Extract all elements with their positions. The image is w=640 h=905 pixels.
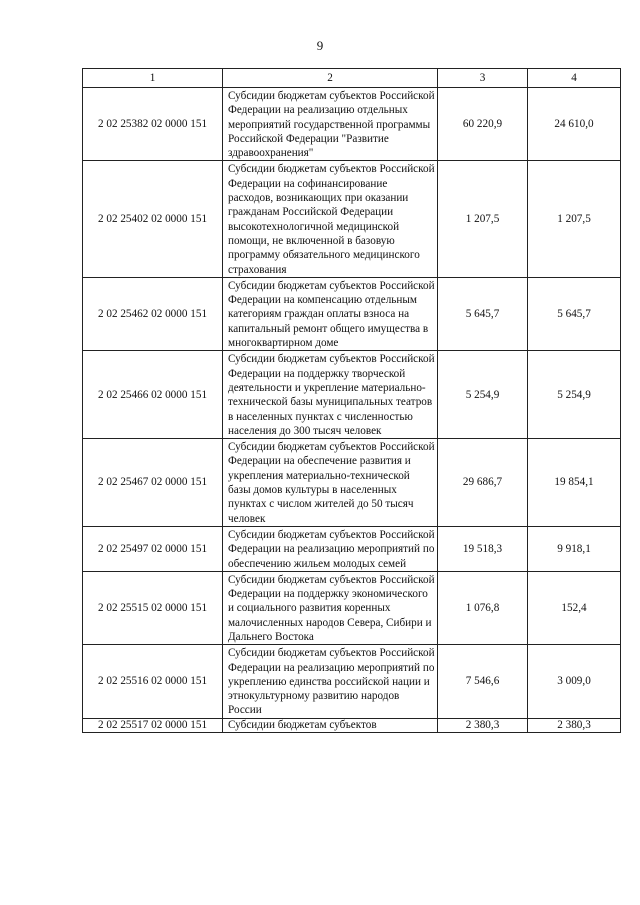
column-header: 3 — [438, 69, 528, 88]
amount-col4-cell: 152,4 — [528, 571, 621, 644]
amount-col3-cell: 5 645,7 — [438, 277, 528, 350]
table-row — [83, 645, 621, 718]
table-row — [83, 571, 621, 644]
amount-col3-cell: 7 546,6 — [438, 645, 528, 718]
amount-col4-cell: 2 380,3 — [528, 718, 621, 732]
description-cell: Субсидии бюджетам субъектов Российской Федерации на реализацию мероприятий по обеспечению жильем молодых семей — [223, 526, 438, 571]
amount-col4-cell: 5 645,7 — [528, 277, 621, 350]
amount-col3-cell: 2 380,3 — [438, 718, 528, 732]
table-row — [83, 88, 621, 161]
amount-col4-cell: 24 610,0 — [528, 88, 621, 161]
table-row — [83, 718, 621, 732]
amount-col4-cell: 3 009,0 — [528, 645, 621, 718]
description-cell: Субсидии бюджетам субъектов Российской Федерации на софинансирование расходов, возникающих при оказании гражданам Российской Федерации высокотехнологичной медицинской помощи, не включенной в базовую программу обязательного медицинского страхования — [223, 161, 438, 277]
description-cell: Субсидии бюджетам субъектов — [223, 718, 438, 732]
amount-col4-cell: 1 207,5 — [528, 161, 621, 277]
budget-code-cell: 2 02 25466 02 0000 151 — [83, 351, 223, 439]
table-row — [83, 277, 621, 350]
header-row — [83, 69, 621, 88]
budget-code-cell: 2 02 25402 02 0000 151 — [83, 161, 223, 277]
budget-table — [82, 68, 621, 733]
description-cell: Субсидии бюджетам субъектов Российской Федерации на поддержку экономического и социального развития коренных малочисленных народов Севера, Сибири и Дальнего Востока — [223, 571, 438, 644]
budget-code-cell: 2 02 25382 02 0000 151 — [83, 88, 223, 161]
column-header: 4 — [528, 69, 621, 88]
amount-col3-cell: 5 254,9 — [438, 351, 528, 439]
budget-code-cell: 2 02 25517 02 0000 151 — [83, 718, 223, 732]
budget-code-cell: 2 02 25516 02 0000 151 — [83, 645, 223, 718]
description-cell: Субсидии бюджетам субъектов Российской Федерации на реализацию отдельных мероприятий государственной программы Российской Федерации "Развитие здравоохранения" — [223, 88, 438, 161]
amount-col3-cell: 60 220,9 — [438, 88, 528, 161]
amount-col4-cell: 5 254,9 — [528, 351, 621, 439]
amount-col3-cell: 1 076,8 — [438, 571, 528, 644]
column-header: 1 — [83, 69, 223, 88]
budget-code-cell: 2 02 25497 02 0000 151 — [83, 526, 223, 571]
description-cell: Субсидии бюджетам субъектов Российской Федерации на реализацию мероприятий по укреплению единства российской нации и этнокультурному развитию народов России — [223, 645, 438, 718]
amount-col3-cell: 1 207,5 — [438, 161, 528, 277]
table-row — [83, 351, 621, 439]
column-header: 2 — [223, 69, 438, 88]
description-cell: Субсидии бюджетам субъектов Российской Федерации на обеспечение развития и укрепления материально-технической базы домов культуры в населенных пунктах с числом жителей до 50 тысяч человек — [223, 439, 438, 527]
page-number: 9 — [316, 38, 324, 53]
table-row — [83, 161, 621, 277]
budget-code-cell: 2 02 25462 02 0000 151 — [83, 277, 223, 350]
description-cell: Субсидии бюджетам субъектов Российской Федерации на поддержку творческой деятельности и укрепление материально-технической базы муниципальных театров в населенных пунктах с численностью населения до 300 тысяч человек — [223, 351, 438, 439]
table-row — [83, 439, 621, 527]
amount-col3-cell: 29 686,7 — [438, 439, 528, 527]
amount-col3-cell: 19 518,3 — [438, 526, 528, 571]
amount-col4-cell: 19 854,1 — [528, 439, 621, 527]
table-row — [83, 526, 621, 571]
budget-code-cell: 2 02 25467 02 0000 151 — [83, 439, 223, 527]
description-cell: Субсидии бюджетам субъектов Российской Федерации на компенсацию отдельным категориям граждан оплаты взноса на капитальный ремонт общего имущества в многоквартирном доме — [223, 277, 438, 350]
amount-col4-cell: 9 918,1 — [528, 526, 621, 571]
budget-code-cell: 2 02 25515 02 0000 151 — [83, 571, 223, 644]
